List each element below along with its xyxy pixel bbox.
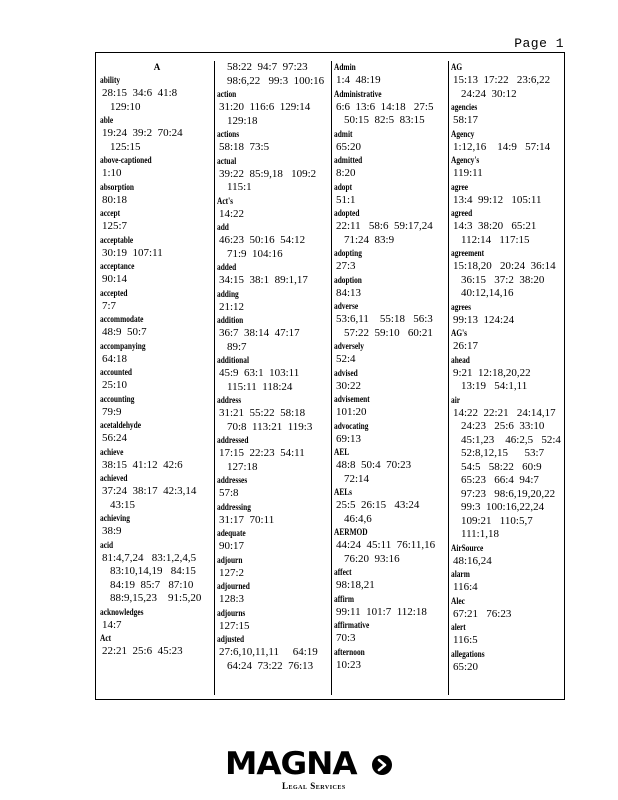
page-line-refs-cont: 43:15 [110,498,136,511]
index-term: adequate [217,528,246,538]
page-line-refs-cont: 115:1 [227,181,252,193]
index-term: accept [100,208,121,218]
page-line-refs-cont: 115:11 118:24 [227,380,293,393]
index-term: alarm [451,569,470,579]
index-term: able [100,115,114,125]
page-line-refs: 101:20 [336,406,367,418]
page-line-refs-cont: 40:12,14,16 [461,287,514,299]
page-line-refs: 58:17 [453,114,479,126]
page-line-refs: 70:3 [336,632,356,644]
page-line-refs: 99:11 101:7 112:18 [336,605,427,618]
page-line-refs: 22:21 25:6 45:23 [102,645,183,657]
index-term: addressed [217,435,249,445]
index-term: adopt [334,181,353,192]
page-line-refs: 14:7 [102,618,122,631]
index-term: AERMOD [334,527,368,537]
index-term: AirSource [451,542,484,553]
index-term: acetaldehyde [100,420,141,430]
index-term: adoption [334,274,362,285]
index-term: affirmative [334,620,370,630]
index-term: adopting [334,248,362,258]
index-term: Admin [334,62,356,72]
index-term: accepted [100,287,128,298]
page-line-refs-cont: 97:23 98:6,19,20,22 [461,487,556,500]
page-line-refs-cont: 88:9,15,23 91:5,20 [110,592,202,604]
page-line-refs: 128:3 [219,593,245,605]
index-term: ahead [451,354,470,365]
index-term: addition [217,315,244,325]
page-line-refs: 17:15 22:23 54:11 [219,447,305,459]
index-term: acceptable [100,234,134,245]
index-term: achieved [100,473,128,483]
page-line-refs: 15:13 17:22 23:6,22 [453,74,551,86]
page-line-refs: 48:8 50:4 70:23 [336,459,412,471]
index-term: advised [334,367,358,378]
page-line-refs: 125:7 [102,220,128,232]
page-line-refs: 64:18 [102,352,128,365]
index-term: alert [451,622,466,632]
page-line-refs-cont: 98:6,22 99:3 100:16 [227,74,325,87]
page-line-refs-cont: 46:4,6 [344,512,372,525]
page-line-refs: 65:20 [336,140,362,153]
index-term: air [451,394,461,405]
index-term: addressing [217,501,251,512]
page-line-refs: 48:9 50:7 [102,326,147,338]
page-line-refs-cont: 112:14 117:15 [461,233,530,246]
index-term: adversely [334,341,364,351]
index-term: affirm [334,593,355,604]
index-term: accounted [100,367,132,377]
page-line-refs: 90:14 [102,273,128,285]
index-term: added [217,262,237,272]
index-term: adjourn [217,554,243,565]
page-line-refs: 25:5 26:15 43:24 [336,499,420,511]
index-column-3 [334,61,448,697]
index-term: acknowledges [100,606,144,617]
index-column-1 [100,61,214,697]
page-line-refs-cont: 71:9 104:16 [227,247,283,260]
page-line-refs: 31:17 70:11 [219,513,275,526]
index-term: acceptance [100,261,135,271]
page-line-refs-cont: 76:20 93:16 [344,552,400,565]
index-term: agencies [451,102,478,112]
page-line-refs-cont: 84:19 85:7 87:10 [110,578,194,591]
index-term: agreed [451,208,473,218]
page-line-refs-cont: 57:22 59:10 60:21 [344,326,433,339]
page-line-refs-cont: 58:22 94:7 97:23 [227,61,308,73]
index-term: Act [100,633,112,643]
page-line-refs: 81:4,7,24 83:1,2,4,5 [102,551,197,564]
index-term: agreement [451,248,485,258]
page-line-refs: 65:20 [453,660,479,673]
index-term: admitted [334,155,363,165]
section-letter: A [153,62,161,72]
page-line-refs-cont: 83:10,14,19 84:15 [110,565,196,577]
page-line-refs: 19:24 39:2 70:24 [102,127,183,139]
page-line-refs: 30:22 [336,379,362,392]
index-term: achieve [100,446,124,457]
page-line-refs: 58:18 73:5 [219,141,270,153]
page-line-refs-cont: 24:24 30:12 [461,87,517,100]
page-line-refs: 99:13 124:24 [453,313,515,326]
index-term: Alec [451,595,465,606]
page-line-refs: 14:22 [219,207,245,220]
page-line-refs: 34:15 38:1 89:1,17 [219,274,308,286]
index-term: Agency [451,128,475,139]
page-line-refs: 6:6 13:6 14:18 27:5 [336,100,434,113]
column-divider [448,61,449,695]
index-term: agree [451,181,469,192]
page-line-refs: 127:2 [219,566,245,579]
page-line-refs-cont: 52:8,12,15 53:7 [461,447,545,459]
page-line-refs-cont: 89:7 [227,340,247,353]
page-line-refs: 10:23 [336,658,362,671]
page-line-refs-cont: 50:15 82:5 83:15 [344,114,425,126]
page-line-refs: 21:12 [219,300,245,313]
index-term: add [217,222,229,232]
magna-logo [225,748,395,792]
page-line-refs: 84:13 [336,286,362,299]
index-term: AELs [334,487,353,497]
page-line-refs-cont: 129:18 [227,114,258,127]
index-term: allegations [451,648,485,659]
page-line-refs: 79:9 [102,405,122,418]
page-line-refs-cont: 65:23 66:4 94:7 [461,474,539,486]
page-line-refs-cont: 127:18 [227,460,258,473]
word-index-frame [95,52,565,700]
page-line-refs: 8:20 [336,167,356,179]
page-line-refs: 27:6,10,11,11 64:19 [219,646,318,658]
page-line-refs-cont: 45:1,23 46:2,5 52:4 [461,433,561,446]
page-line-refs: 69:13 [336,432,362,445]
page-line-refs: 31:20 116:6 129:14 [219,101,311,113]
index-term: Act's [217,195,233,206]
index-term: address [217,395,242,405]
page-line-refs: 38:9 [102,525,122,537]
page-line-refs-cont: 71:24 83:9 [344,233,395,246]
page-line-refs: 57:8 [219,487,239,499]
page-line-refs-cont: 72:14 [344,472,370,485]
page-line-refs: 38:15 41:12 42:6 [102,458,183,471]
page-line-refs: 98:18,21 [336,579,375,591]
index-term: actual [217,155,237,166]
page-line-refs-cont: 36:15 37:2 38:20 [461,273,545,286]
page-line-refs: 90:17 [219,540,245,552]
index-term: adjourns [217,607,246,618]
page-line-refs: 46:23 50:16 54:12 [219,234,306,246]
index-term: acid [100,539,114,550]
page-line-refs: 67:21 76:23 [453,607,512,620]
index-term: agrees [451,301,471,312]
index-term: AG's [451,328,468,338]
page-line-refs: 14:3 38:20 65:21 [453,220,537,232]
index-term: absorption [100,181,135,192]
page-line-refs-cont: 125:15 [110,140,141,153]
page-number-label: Page 1 [514,36,564,51]
column-divider [331,61,332,695]
page-line-refs: 36:7 38:14 47:17 [219,327,300,339]
index-term: ability [100,75,121,85]
page-line-refs: 30:19 107:11 [102,246,163,259]
page-line-refs-cont: 70:8 113:21 119:3 [227,420,313,433]
index-term: additional [217,355,249,365]
index-column-2 [217,61,331,697]
page-line-refs: 45:9 63:1 103:11 [219,367,300,379]
index-column-4 [451,61,565,697]
column-divider [214,61,215,695]
index-term: adding [217,288,239,299]
page-line-refs: 56:24 [102,432,128,444]
index-term: advocating [334,420,369,431]
page-line-refs: 25:10 [102,379,128,391]
index-term: Agency's [451,155,480,165]
index-term: adopted [334,208,360,218]
index-term: Administrative [334,88,382,99]
page-line-refs: 80:18 [102,193,128,206]
index-term: affect [334,567,352,577]
page-line-refs: 9:21 12:18,20,22 [453,366,531,379]
index-term: adverse [334,301,359,311]
index-term: achieving [100,513,130,523]
page-line-refs: 127:15 [219,619,250,632]
page-line-refs: 37:24 38:17 42:3,14 [102,485,197,497]
page-line-refs: 27:3 [336,260,356,272]
page-line-refs-cont: 54:5 58:22 60:9 [461,460,542,473]
page-line-refs: 7:7 [102,299,117,312]
index-term: accompanying [100,340,146,351]
index-term: addresses [217,475,248,485]
index-term: adjourned [217,581,250,591]
page-line-refs-cont: 99:3 100:16,22,24 [461,501,545,513]
page-line-refs-cont: 13:19 54:1,11 [461,380,528,392]
page-line-refs: 26:17 [453,340,479,352]
index-term: AG [451,62,463,72]
page-line-refs: 1:10 [102,167,122,179]
page-line-refs: 14:22 22:21 24:14,17 [453,406,556,419]
index-term: accommodate [100,314,144,324]
index-term: admit [334,128,353,139]
page-line-refs-cont: 129:10 [110,100,141,113]
index-term: AEL [334,447,350,457]
page-line-refs: 22:11 58:6 59:17,24 [336,220,433,232]
page-line-refs-cont: 109:21 110:5,7 [461,514,533,527]
logo-subtitle: Legal Services [282,781,346,791]
index-term: afternoon [334,646,365,657]
page-line-refs: 15:18,20 20:24 36:14 [453,260,556,272]
index-term: accounting [100,393,135,404]
page-line-refs: 1:4 48:19 [336,74,381,86]
page-line-refs: 39:22 85:9,18 109:2 [219,167,317,180]
page-line-refs: 13:4 99:12 105:11 [453,193,542,206]
index-term: above-captioned [100,155,152,165]
index-term: action [217,89,237,99]
page-line-refs: 116:4 [453,581,478,593]
logo-wordmark: MAGNA [225,746,357,782]
index-term: actions [217,129,240,139]
page-line-refs-cont: 111:1,18 [461,528,499,540]
page-line-refs: 51:1 [336,193,356,206]
page-line-refs: 1:12,16 14:9 57:14 [453,140,551,153]
index-term: adjusted [217,634,245,644]
page-line-refs: 116:5 [453,634,478,646]
page-line-refs: 44:24 45:11 76:11,16 [336,539,436,551]
page-line-refs: 52:4 [336,353,356,365]
page-line-refs: 119:11 [453,167,483,179]
index-term: advisement [334,394,370,404]
page-line-refs: 48:16,24 [453,554,492,567]
page-line-refs-cont: 64:24 73:22 76:13 [227,659,314,672]
page-line-refs: 53:6,11 55:18 56:3 [336,313,433,325]
page-line-refs: 28:15 34:6 41:8 [102,87,178,99]
page-line-refs: 31:21 55:22 58:18 [219,407,306,419]
page-line-refs-cont: 24:23 25:6 33:10 [461,420,545,432]
arrow-circle-icon [371,754,393,776]
